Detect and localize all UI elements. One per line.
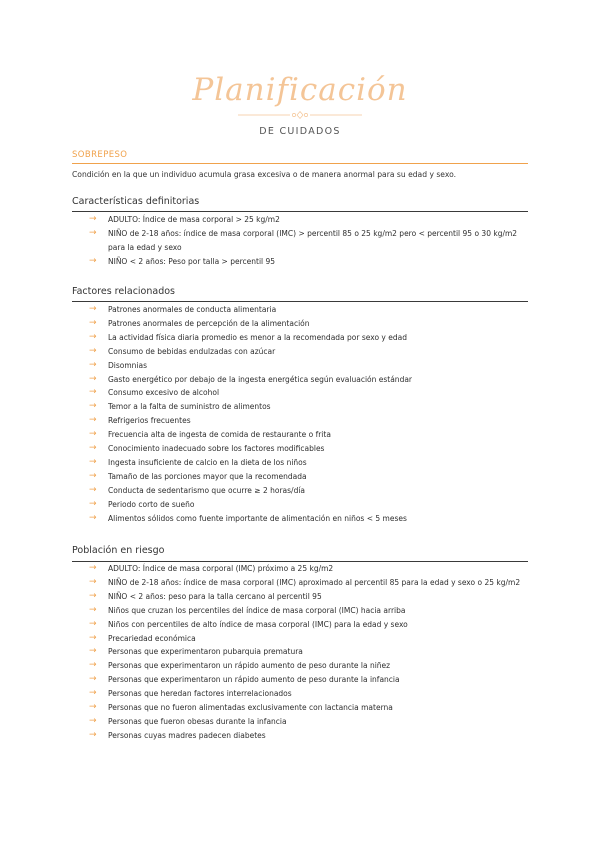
list-item [72, 618, 532, 632]
arrow-right-icon: → [89, 660, 97, 671]
list-item-text: Personas que no fueron alimentadas exclusivamente con lactancia materna [108, 703, 393, 713]
arrow-right-icon: → [89, 604, 97, 615]
arrow-right-icon: → [89, 498, 97, 509]
list-item [72, 715, 532, 729]
factors-list [72, 303, 532, 526]
list-item [72, 484, 532, 498]
arrow-right-icon: → [89, 401, 97, 412]
list-item-text: Personas que heredan factores interrelacionados [108, 689, 292, 699]
list-item [72, 604, 532, 618]
list-item [72, 659, 532, 673]
list-item-text: Alimentos sólidos como fuente importante de alimentación en niños < 5 meses [108, 513, 407, 523]
arrow-right-icon: → [89, 387, 97, 398]
factors-heading: Factores relacionados [72, 286, 175, 297]
list-item [72, 729, 532, 743]
list-item [72, 456, 532, 470]
list-item [72, 428, 532, 442]
list-item-text: ADULTO: Índice de masa corporal > 25 kg/m2 [108, 215, 280, 224]
arrow-right-icon: → [89, 590, 97, 601]
arrow-right-icon: → [89, 632, 97, 643]
section-definition: Condición en la que un individuo acumula grasa excesiva o de manera anormal para su edad y sexo. [72, 170, 457, 179]
list-item [72, 331, 532, 345]
list-item [72, 386, 532, 400]
section-divider [72, 163, 528, 164]
list-item-text: La actividad física diaria promedio es menor a la recomendada por sexo y edad [108, 332, 407, 342]
list-item-text: Conducta de sedentarismo que ocurre ≥ 2 horas/día [108, 485, 306, 495]
characteristics-list [72, 213, 532, 269]
arrow-right-icon: → [89, 214, 97, 224]
arrow-right-icon: → [89, 674, 97, 685]
list-item-text: Patrones anormales de conducta alimentaria [108, 305, 277, 314]
arrow-right-icon: → [89, 715, 97, 726]
list-item-text: NIÑO de 2-18 años: índice de masa corporal (IMC) > percentil 85 o 25 kg/m2 pero < percentil 95 o 30 kg/m2 para la edad y sexo [108, 228, 518, 252]
page-title: Planificación [192, 72, 408, 108]
arrow-right-icon: → [89, 729, 97, 740]
list-item-text: Precariedad económica [108, 633, 196, 643]
list-item-text: Refrigerios frecuentes [108, 416, 191, 426]
list-item-text: Personas que experimentaron pubarquia prematura [108, 647, 303, 657]
list-item-text: Conocimiento inadecuado sobre los factores modificables [108, 444, 325, 454]
arrow-right-icon: → [89, 470, 97, 481]
list-item-text: Niños que cruzan los percentiles del índice de masa corporal (IMC) hacia arriba [108, 605, 406, 615]
arrow-right-icon: → [89, 456, 97, 467]
list-item-text: Consumo de bebidas endulzadas con azúcar [108, 346, 276, 356]
arrow-right-icon: → [89, 359, 97, 370]
list-item-text: Personas cuyas madres padecen diabetes [108, 730, 266, 740]
list-item [72, 562, 532, 576]
list-item-text: Patrones anormales de percepción de la alimentación [108, 318, 310, 328]
list-item [72, 345, 532, 359]
arrow-right-icon: → [89, 688, 97, 699]
list-item [72, 414, 532, 428]
list-item [72, 512, 532, 526]
page-subtitle: DE CUIDADOS [259, 126, 341, 137]
list-item-text: NIÑO de 2-18 años: índice de masa corporal (IMC) aproximado al percentil 85 para la edad y sexo o 25 kg/m2 [108, 577, 521, 587]
list-item [72, 687, 532, 701]
factors-divider [72, 301, 528, 302]
list-item-text: Personas que experimentaron un rápido aumento de peso durante la infancia [108, 675, 400, 685]
list-item-text: Tamaño de las porciones mayor que la recomendada [108, 471, 307, 481]
arrow-right-icon: → [89, 702, 97, 713]
characteristics-divider [72, 211, 528, 212]
list-item-text: Disomnias [108, 360, 148, 370]
arrow-right-icon: → [89, 576, 97, 587]
arrow-right-icon: → [89, 429, 97, 440]
list-item [72, 400, 532, 414]
characteristics-heading: Características definitorias [72, 196, 200, 207]
arrow-right-icon: → [89, 646, 97, 657]
arrow-right-icon: → [89, 415, 97, 426]
list-item [72, 470, 532, 484]
arrow-right-icon: → [89, 345, 97, 356]
list-item-text: ADULTO: Índice de masa corporal (IMC) próximo a 25 kg/m2 [108, 564, 334, 573]
ornament-divider-icon [238, 110, 362, 120]
arrow-right-icon: → [89, 255, 97, 266]
list-item [72, 303, 532, 317]
list-item [72, 359, 532, 373]
list-item-text: NIÑO < 2 años: Peso por talla > percentil 95 [108, 256, 276, 266]
list-item-text: Gasto energético por debajo de la ingesta energética según evaluación estándar [108, 374, 413, 384]
list-item [72, 373, 532, 387]
list-item [72, 576, 532, 590]
list-item-text: Periodo corto de sueño [108, 499, 195, 509]
list-item [72, 317, 532, 331]
arrow-right-icon: → [89, 443, 97, 454]
list-item-text: Personas que fueron obesas durante la infancia [108, 716, 287, 726]
list-item [72, 442, 532, 456]
list-item [72, 498, 532, 512]
arrow-right-icon: → [89, 227, 97, 238]
list-item-text: Personas que experimentaron un rápido aumento de peso durante la niñez [108, 661, 391, 671]
list-item [72, 590, 532, 604]
list-item-text: Ingesta insuficiente de calcio en la dieta de los niños [108, 457, 307, 467]
list-item [72, 673, 532, 687]
arrow-right-icon: → [89, 512, 97, 523]
list-item-text: Temor a la falta de suministro de alimentos [108, 402, 271, 412]
arrow-right-icon: → [89, 331, 97, 342]
list-item [72, 632, 532, 646]
population-heading: Población en riesgo [72, 545, 165, 556]
list-item [72, 701, 532, 715]
arrow-right-icon: → [89, 373, 97, 384]
list-item-text: NIÑO < 2 años: peso para la talla cercano al percentil 95 [108, 591, 322, 601]
arrow-right-icon: → [89, 484, 97, 495]
list-item [72, 227, 532, 255]
list-item [72, 645, 532, 659]
list-item-text: Niños con percentiles de alto índice de masa corporal (IMC) para la edad y sexo [108, 619, 408, 629]
list-item-text: Frecuencia alta de ingesta de comida de restaurante o frita [108, 430, 331, 440]
list-item [72, 255, 532, 269]
arrow-right-icon: → [89, 618, 97, 629]
arrow-right-icon: → [89, 304, 97, 314]
arrow-right-icon: → [89, 317, 97, 328]
population-list [72, 562, 532, 743]
list-item [72, 213, 532, 227]
list-item-text: Consumo excesivo de alcohol [108, 388, 220, 398]
section-label: SOBREPESO [72, 150, 128, 160]
arrow-right-icon: → [89, 563, 97, 573]
